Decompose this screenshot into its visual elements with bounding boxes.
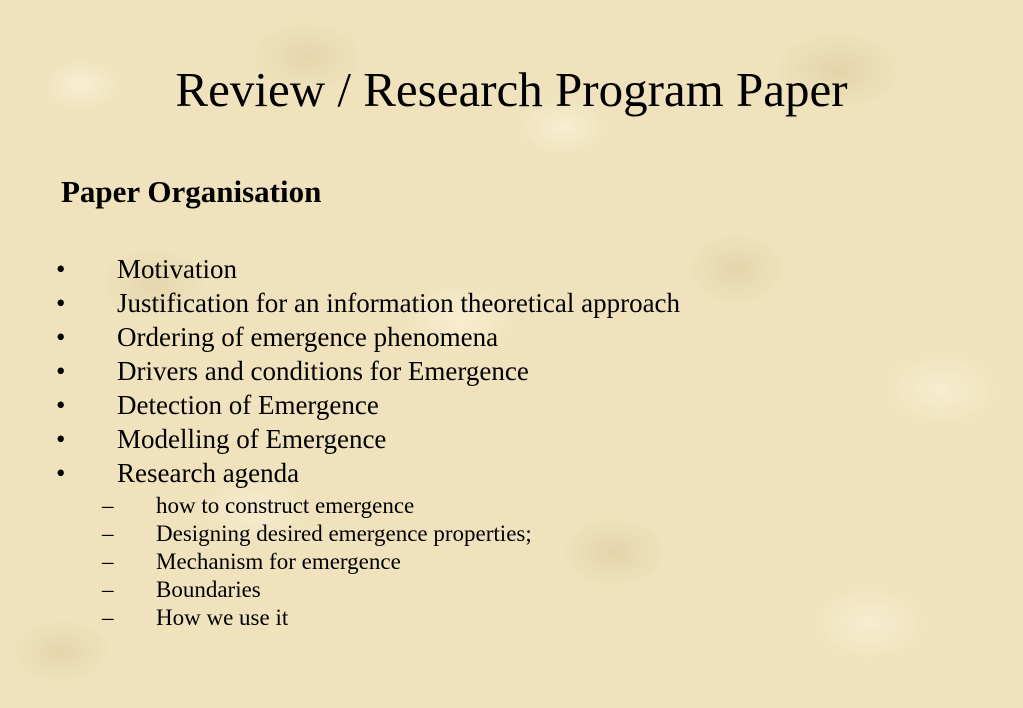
dash-marker: –	[102, 549, 114, 574]
bullet-marker: •	[56, 322, 66, 352]
bullet-text-motivation: Motivation	[117, 254, 237, 284]
dash-marker: –	[102, 493, 114, 518]
section-heading: Paper Organisation	[61, 174, 322, 209]
bullet-marker: •	[56, 356, 66, 386]
bullet-marker: •	[56, 390, 66, 420]
bullet-marker: •	[56, 424, 66, 454]
sub-text-how-we-use-it: How we use it	[156, 605, 289, 630]
bullet-text-drivers: Drivers and conditions for Emergence	[117, 356, 529, 386]
dash-marker: –	[102, 577, 114, 602]
bullet-marker: •	[56, 254, 66, 284]
bullet-text-justification: Justification for an information theoretical approach	[117, 288, 681, 318]
dash-marker: –	[102, 605, 114, 630]
bullet-text-research-agenda: Research agenda	[117, 458, 300, 488]
bullet-text-ordering: Ordering of emergence phenomena	[117, 322, 499, 352]
bullet-marker: •	[56, 458, 66, 488]
sub-text-boundaries: Boundaries	[156, 577, 261, 602]
bullet-text-detection: Detection of Emergence	[117, 390, 379, 420]
slide-title: Review / Research Program Paper	[175, 62, 848, 117]
bullet-text-modelling: Modelling of Emergence	[117, 424, 387, 454]
sub-text-construct: how to construct emergence	[156, 493, 415, 518]
sub-text-mechanism: Mechanism for emergence	[156, 549, 401, 574]
sub-text-designing: Designing desired emergence properties;	[156, 521, 532, 546]
bullet-marker: •	[56, 288, 66, 318]
dash-marker: –	[102, 521, 114, 546]
